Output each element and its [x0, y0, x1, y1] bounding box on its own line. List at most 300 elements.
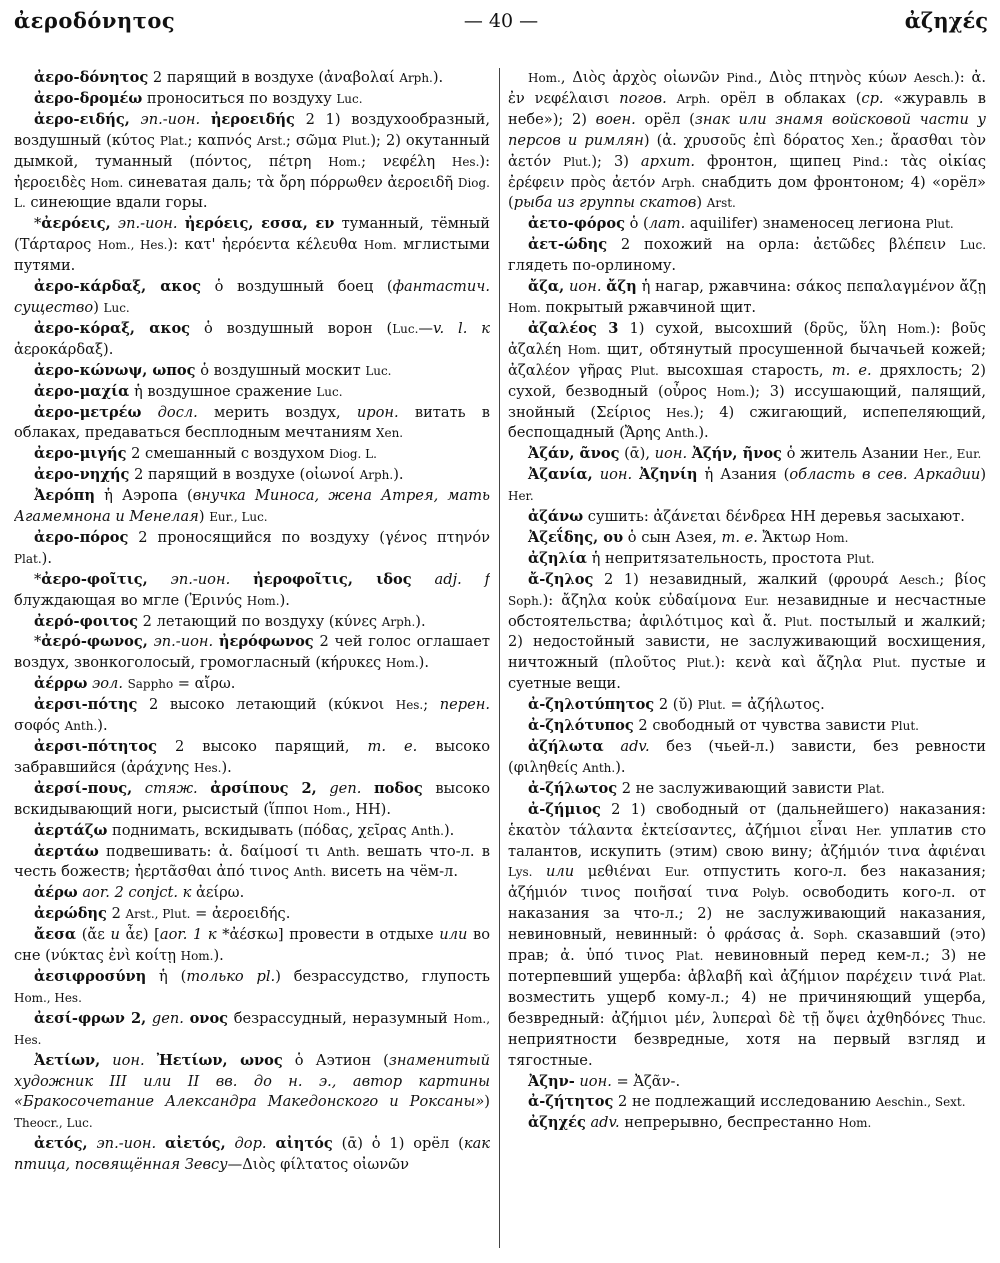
entry-headword: ἀ-ζήμιος	[528, 800, 601, 818]
entry-italic-note: знак или знамя войсковой части у персов и римлян	[508, 110, 986, 149]
entry-source-abbrev: Luc.	[365, 363, 392, 378]
entry-text: 2 высоко парящий,	[156, 738, 368, 755]
entry-text	[141, 404, 157, 421]
entry-text	[467, 320, 481, 337]
entry-text: вешать что-л. в честь божеств; ἠερτᾶσθαι ἀπό τινος	[14, 842, 490, 881]
entry-italic-note: ион.	[654, 445, 688, 463]
entry-italic-note: т. е.	[367, 738, 418, 755]
entry-text: ἡ воздушное сражение	[129, 382, 317, 400]
entry-source-abbrev: Luc.	[392, 321, 419, 336]
entry-text: отпустить кого-л. без наказания; ἀζήμιόν τινος ποιῆσαί τινα	[508, 863, 986, 902]
entry-source-abbrev: Plat.	[159, 133, 188, 148]
entry-text: ).	[432, 69, 444, 86]
entry-italic-note: только pl.	[186, 967, 276, 985]
entry-headword: ἀερτάζω	[34, 821, 108, 839]
entry-text: 2 свободный от чувства зависти	[633, 717, 891, 735]
entry-source-abbrev: Plut.	[686, 656, 715, 671]
entry-text: 2 1) свободный от (дальнейшего) наказания: ἑκατὸν τάλαντα ἐκτείσαντες, ἀζήμιοι εἶναι	[508, 800, 986, 839]
entry-text: щит, обтянутый просушенной бычачьей кожей; ἀζαλέον γῆρας	[508, 340, 986, 379]
entry-text: ἡ Аэропа (	[94, 487, 193, 505]
entry-source-abbrev: Hom.	[328, 154, 362, 169]
entry-headword: Ἠετίων, ωνος	[156, 1051, 283, 1069]
entry-source-abbrev: Hom.	[180, 949, 214, 964]
entry-italic-note: эп.-ион.	[96, 1135, 157, 1153]
entry-source-abbrev: Arph.	[381, 614, 416, 629]
entry-headword: ἄεσα	[34, 926, 77, 944]
entry-text: орёл (	[635, 110, 695, 128]
dictionary-entry	[14, 821, 490, 842]
entry-headword: ἀζηχές	[528, 1114, 586, 1132]
entry-text: фронтон, щипец	[695, 152, 853, 170]
entry-italic-note: gen.	[151, 1009, 184, 1027]
entry-text: невиновный перед кем-л.; 3) не потерпевший ущерба: ἀβλαβῆ καὶ ἀζήμιον παρέχειν τινά	[508, 947, 986, 985]
entry-headword: ἀερο-νηχής	[34, 466, 130, 484]
entry-source-abbrev: Plat.	[14, 551, 42, 566]
entry-source-abbrev: Hom.	[246, 593, 280, 608]
entry-text: ); 3)	[591, 152, 641, 170]
entry-text: непрерывно, беспрестанно	[619, 1114, 839, 1132]
entry-text: ): βοῦς ἀζαλέη	[508, 319, 986, 358]
entry-source-abbrev: Plut.	[846, 551, 875, 566]
entry-source-abbrev: Xen.	[851, 133, 879, 148]
entry-text: высоко забравшийся (ἀράχνης	[14, 738, 490, 776]
entry-italic-note: т. е.	[831, 361, 872, 379]
entry-source-abbrev: Plut.	[925, 217, 954, 232]
entry-source-abbrev: Sappho	[127, 677, 174, 692]
entry-text: ὁ сын Азея,	[623, 528, 722, 546]
entry-text: 2 (ῠ)	[654, 696, 698, 714]
entry-text: ); 3) иссушающий, палящий, знойный (Σείριος	[508, 382, 986, 421]
entry-headword: ἀ-ζηλότυπος	[528, 717, 634, 735]
entry-text: возместить ущерб кому-л.; 4) не причиняющий ущерба, безвредный: ἀζήμιοι μέν, λυπεραὶ δὲ τῇ ὄψει ἀχθηδόνες	[508, 988, 986, 1027]
entry-headword: ἀερο-φοῖτις,	[41, 570, 148, 588]
entry-text	[198, 780, 211, 797]
entry-text: (ᾱ),	[619, 445, 655, 463]
entry-source-abbrev: Hom.	[363, 238, 397, 253]
dictionary-entry	[508, 235, 986, 277]
entry-text: ): κατ' ἠερόεντα κέλευθα	[167, 236, 364, 254]
entry-headword: ἀζάνω	[528, 508, 584, 526]
left-column	[14, 68, 490, 1253]
entry-source-abbrev: Plut.	[872, 656, 901, 671]
entry-text: ὁ воздушный боец (	[200, 278, 393, 296]
entry-headword: ἀερο-δρομέω	[34, 89, 143, 107]
entry-headword: ἀερο-κόραξ, ακος	[34, 319, 191, 337]
entry-text: , Διὸς πτηνὸς κύων	[757, 69, 914, 86]
entry-headword: ἠερόεις, εσσα, εν	[184, 215, 335, 233]
entry-text: ὁ Аэтион (	[282, 1051, 389, 1069]
dictionary-entry	[14, 904, 490, 925]
entry-source-abbrev: Plut.	[697, 698, 726, 713]
entry-text: ὁ (	[624, 215, 649, 233]
entry-source-abbrev: Hom.	[897, 321, 931, 336]
entry-text	[132, 780, 145, 797]
entry-text: сушить: ἀζάνεται δένδρεα HH деревья засыхают.	[583, 508, 965, 526]
entry-text: (ᾱ) ὁ 1) орёл (	[332, 1135, 464, 1153]
entry-source-abbrev: Arph.	[676, 91, 711, 106]
entry-headword: ἀ-ζήτητος	[528, 1093, 614, 1111]
entry-text: )	[93, 298, 104, 316]
entry-italic-note: эп.-ион.	[153, 633, 214, 651]
entry-text: , Διὸς ἀρχὸς οἰωνῶν	[560, 69, 727, 86]
entry-italic-note: aor. 2 conjct. к	[82, 884, 192, 902]
entry-headword: ἀζαλέος 3	[528, 319, 619, 337]
entry-italic-note: или	[439, 926, 468, 944]
entry-italic-note: adv.	[590, 1114, 620, 1132]
dictionary-entry	[508, 779, 986, 800]
entry-source-abbrev: Hom.	[528, 71, 561, 85]
entry-italic-note: знаменитый художник III или II вв. до н. э., автор картины «Бракосочетание Александра Македонского и Роксаны»	[14, 1051, 490, 1111]
entry-headword: ἀερτάω	[34, 842, 99, 860]
entry-text: синеватая даль; τὰ ὄρη πόρρωθεν ἀεροειδῆ	[123, 173, 458, 191]
entry-text: 2 смешанный с воздухом	[126, 445, 330, 463]
entry-italic-note: эол.	[92, 675, 123, 693]
entry-italic-note: дор.	[234, 1135, 267, 1153]
entry-italic-note: ион.	[579, 1072, 612, 1090]
entry-italic-note: или	[546, 863, 575, 881]
right-column	[508, 68, 986, 1253]
entry-headword: ονος	[189, 1009, 229, 1027]
entry-source-abbrev: Plat.	[675, 949, 704, 964]
entry-headword: αἰητός	[275, 1135, 333, 1153]
entry-source-abbrev: Xen.	[375, 426, 404, 441]
entry-text: 2 чей голос оглашает воздух, звонкоголосый, громогласный (κήρυκες	[14, 633, 490, 672]
entry-text: σοφός	[14, 717, 65, 735]
entry-text: ).	[418, 654, 429, 672]
dictionary-entry	[14, 779, 490, 821]
dictionary-entry	[14, 1051, 490, 1135]
dictionary-entry	[14, 403, 490, 445]
entry-source-abbrev: Hes.	[666, 405, 694, 420]
entry-source-abbrev: Arph.	[359, 468, 394, 483]
dictionary-entry	[508, 444, 986, 465]
entry-text	[593, 466, 600, 483]
entry-source-abbrev: Eur.	[744, 593, 770, 608]
dictionary-entry	[14, 1009, 490, 1051]
dictionary-entry	[508, 570, 986, 695]
entry-headword: ἀερο-δόνητος	[34, 69, 149, 86]
entry-text: ).	[415, 612, 426, 630]
entry-headword: ἀετ-ώδης	[528, 236, 608, 254]
entry-text: безрассудный, неразумный	[228, 1009, 454, 1027]
entry-source-abbrev: Pind.	[852, 154, 884, 169]
entry-text: ὁ воздушный москит	[195, 361, 366, 379]
entry-text: сказавший (это) прав; ἀ. ὑπό τινος	[508, 926, 986, 965]
entry-source-abbrev: Her.	[508, 489, 534, 504]
entry-italic-note: ион.	[599, 466, 633, 484]
entry-headword: ἀερσι-πότητος	[34, 738, 157, 755]
dictionary-entry	[14, 444, 490, 465]
entry-text: дряхлость; 2) сухой, безводный (οὖρος	[508, 361, 986, 400]
entry-text	[317, 780, 330, 797]
entry-text: ).	[213, 947, 224, 965]
dictionary-entry	[14, 737, 490, 779]
entry-source-abbrev: Anth.	[293, 865, 327, 880]
entry-source-abbrev: Luc.	[316, 384, 343, 399]
entry-text: ; ἄρασθαι τὸν ἀετόν	[508, 131, 986, 170]
entry-source-abbrev: Arst., Plut.	[125, 907, 191, 922]
entry-text: = αἴρω.	[173, 675, 236, 693]
entry-text: ).	[97, 717, 108, 735]
entry-italic-note: v. l.	[432, 319, 468, 337]
entry-italic-note: перен.	[439, 696, 490, 714]
entry-italic-note: архит.	[640, 152, 696, 170]
entry-text: во сне (νύκτας ἐνὶ κοίτῃ	[14, 926, 490, 965]
entry-text: )	[198, 508, 210, 526]
entry-source-abbrev: Eur.	[664, 865, 690, 880]
entry-source-abbrev: Aesch.	[899, 572, 940, 587]
entry-text: снабдить дом фронтоном; 4) «орёл» (	[508, 173, 986, 212]
entry-source-abbrev: Plat.	[857, 781, 885, 796]
entry-text: aquilifer) знаменосец легиона	[685, 215, 926, 233]
entry-text	[178, 215, 185, 232]
entry-source-abbrev: Pind.	[726, 71, 758, 85]
dictionary-entry	[508, 1072, 986, 1093]
dictionary-entry	[14, 277, 490, 319]
page-number: — 40 —	[463, 10, 539, 32]
entry-text: , HH).	[345, 800, 392, 818]
dictionary-entry	[508, 1092, 986, 1113]
entry-source-abbrev: Plut.	[890, 719, 919, 734]
entry-text: )	[484, 1093, 490, 1111]
entry-text: ).	[443, 821, 455, 839]
entry-source-abbrev: Luc.	[959, 238, 986, 253]
dictionary-entry	[508, 507, 986, 528]
entry-text	[100, 1052, 112, 1069]
entry-headword: ἀερο-ειδής,	[34, 110, 130, 128]
entry-source-abbrev: Hom., Hes.	[14, 990, 82, 1005]
entry-italic-note: ср.	[861, 89, 884, 107]
entry-headword: ἀερό-φοιτος	[34, 612, 139, 630]
entry-text: ): ἠεροειδὲς	[14, 152, 490, 191]
entry-text: ὁ воздушный ворон (	[190, 319, 393, 337]
page-header	[14, 8, 988, 48]
dictionary-entry	[508, 214, 986, 235]
entry-headword: Ἀζήν, ῆνος	[691, 445, 782, 463]
entry-text: туманный, тёмный (Τάρταρος	[14, 215, 490, 254]
dictionary-entry	[14, 319, 490, 361]
entry-source-abbrev: Anth.	[411, 823, 444, 838]
entry-text: ἡ непритязательность, простота	[587, 549, 847, 567]
entry-source-abbrev: Hom., Hes.	[97, 238, 168, 253]
entry-italic-note: лат.	[648, 215, 686, 233]
entry-text: )	[980, 466, 986, 484]
entry-text: ): ἀ. ἐν νεφέλαισι	[508, 69, 986, 107]
entry-text: )	[696, 194, 707, 212]
entry-source-abbrev: Diog. L.	[329, 447, 377, 462]
entry-source-abbrev: Plut.	[784, 614, 813, 629]
entry-text: ; σῶμα	[286, 131, 343, 149]
entry-text: 2 проносящийся по воздуху (γένος πτηνόν	[128, 528, 490, 546]
entry-text: *	[34, 633, 42, 651]
entry-headword: ἀ-ζηλοτύπητος	[528, 696, 655, 714]
entry-text: 2 парящий в воздухе (οἰωνοί	[129, 466, 360, 484]
entry-source-abbrev: Hom.	[90, 175, 124, 190]
entry-source-abbrev: Theocr., Luc.	[14, 1116, 93, 1131]
entry-text: —Διὸς φίλτατος οἰωνῶν	[227, 1156, 409, 1174]
entry-italic-note: и	[110, 926, 120, 944]
entry-text: «журавль в небе»); 2)	[508, 89, 986, 128]
entry-text: глядеть по-орлиному.	[508, 257, 677, 275]
entry-source-abbrev: Polyb.	[752, 886, 789, 901]
entry-headword: ἀέρω	[34, 884, 78, 902]
entry-text: неприятности безвредные, хотя на первый взгляд и тягостные.	[508, 1030, 986, 1069]
entry-headword: ἀερο-μετρέω	[34, 403, 142, 421]
entry-text: высоко вскидывающий ноги, рысистый (ἵπποι	[14, 779, 490, 818]
entry-headword: ἀερώδης	[34, 905, 107, 923]
entry-headword: ἀερό-φωνος,	[41, 633, 148, 651]
entry-source-abbrev: Arph.	[661, 175, 696, 190]
entry-text: пустые и суетные вещи.	[508, 654, 986, 693]
entry-text: —	[418, 319, 433, 337]
entry-headword: ἄζα,	[528, 278, 565, 296]
entry-headword: ἀετός,	[34, 1135, 88, 1153]
entry-headword: ἀζήλωτα	[528, 738, 604, 755]
dictionary-entry	[14, 68, 490, 89]
entry-headword: ἀερο-μαχία	[34, 382, 130, 400]
entry-text	[156, 1135, 165, 1152]
entry-text: ).	[221, 758, 232, 776]
entry-text	[148, 571, 171, 588]
left-running-headword: ἀεροδόνητος	[14, 8, 176, 33]
entry-text: витать в облаках, предаваться бесплодным мечтаниям	[14, 403, 490, 442]
entry-text	[88, 1135, 97, 1152]
entry-italic-note: ион.	[112, 1051, 145, 1069]
dictionary-entry	[14, 842, 490, 884]
entry-headword: αἰετός,	[164, 1135, 226, 1153]
entry-source-abbrev: Hom.	[567, 342, 601, 357]
entry-text: 2 высоко летающий (κύκνοι	[137, 696, 396, 714]
dictionary-entry	[14, 1134, 490, 1176]
entry-text: ).	[698, 424, 709, 442]
entry-headword: Ἀζεΐδης, ου	[528, 528, 624, 546]
dictionary-entry	[14, 695, 490, 737]
entry-text: ).	[279, 591, 290, 609]
entry-text: синеющие вдали горы.	[25, 194, 208, 212]
entry-italic-note: эп.-ион.	[170, 570, 231, 588]
entry-italic-note: т. е.	[721, 528, 758, 546]
entry-text: уплатив сто талантов, искупить (этим) свою вину; ἀζήμιόν τινα ἀφιέναι	[508, 821, 986, 860]
entry-text: проноситься по воздуху	[142, 89, 337, 107]
entry-text: 2 похожий на орла: ἀετῶδες βλέπειν	[607, 236, 960, 254]
entry-source-abbrev: Hom., Hes.	[14, 1011, 490, 1047]
entry-text: ) безрассудство, глупость	[275, 967, 490, 985]
entry-headword: ἄ-ζηλος	[528, 570, 594, 588]
entry-text: *	[34, 215, 42, 233]
entry-source-abbrev: Hom.	[508, 300, 541, 315]
entry-headword: ἀερόεις,	[41, 215, 111, 233]
entry-headword: ποδος	[373, 779, 423, 797]
entry-text: ) (ἀ. χρυσοῦς ἐπὶ δόρατος	[643, 131, 852, 149]
entry-text: = Ἀζᾶν-.	[611, 1072, 681, 1090]
entry-italic-note: эп.-ион.	[140, 110, 201, 128]
entry-headword: ἀεσιφροσύνη	[34, 967, 147, 985]
entry-source-abbrev: Aeschin., Sext.	[875, 1095, 966, 1110]
entry-italic-note: как птица, посвящённая Зевсу	[14, 1135, 490, 1174]
dictionary-entry	[508, 737, 986, 779]
entry-source-abbrev: Anth.	[582, 760, 616, 775]
entry-source-abbrev: Anth.	[64, 719, 98, 734]
entry-text: ἡ нагар, ржавчина: σάκος πεπαλαγμένον ἄζῃ	[636, 278, 986, 296]
entry-text	[230, 571, 253, 588]
dictionary-entry	[14, 110, 490, 215]
entry-text: = ἀεροειδής.	[190, 905, 291, 923]
entry-headword: ἀερο-πόρος	[34, 528, 129, 546]
dictionary-entry	[14, 925, 490, 967]
entry-headword: ἀερσί-πους,	[34, 779, 133, 797]
entry-text: = ἀζήλωτος.	[725, 696, 825, 714]
entry-text: ;	[423, 696, 440, 714]
entry-text: *	[34, 570, 42, 588]
entry-italic-note: adj. f	[434, 570, 490, 588]
entry-text: покрытый ржавчиной щит.	[540, 298, 757, 316]
dictionary-entry	[14, 486, 490, 528]
entry-text: ); 4) сжигающий, испепеляющий, беспощадный (Ἄρης	[508, 403, 986, 442]
entry-source-abbrev: Soph.	[508, 593, 543, 608]
entry-source-abbrev: Her., Eur.	[923, 447, 982, 462]
entry-text	[667, 90, 677, 107]
entry-source-abbrev: Luc.	[336, 91, 363, 106]
entry-text: ).	[41, 549, 52, 567]
entry-text: 1) сухой, высохший (δρῦς, ὕλη	[618, 319, 898, 337]
entry-text: незавидные и несчастные обстоятельства; ἀφιλότιμος καὶ ἄ.	[508, 591, 986, 630]
entry-headword: ἀέρρω	[34, 675, 88, 693]
entry-italic-note: внучка Миноса, жена Атрея, мать Агамемнона и Менелая	[14, 487, 490, 526]
entry-italic-note: досл.	[157, 403, 198, 421]
entry-italic-note: ион.	[569, 278, 602, 296]
entry-source-abbrev: Anth.	[326, 844, 360, 859]
entry-text: ); 2) окутанный дымкой, туманный (πόντος, πέτρη	[14, 131, 490, 170]
entry-text: : τὰς οἰκίας ἐρέφειν πρὸς ἀετόν	[508, 152, 986, 191]
entry-text: освободить кого-л. от наказания за что-л.; 2) не заслуживающий наказания, невиновный, невинный: ὁ φράσας ἀ.	[508, 884, 986, 944]
entry-text: ἀεροκάρδαξ).	[14, 340, 114, 358]
entry-source-abbrev: Thuc.	[952, 1011, 986, 1026]
entry-text: постылый и жалкий; 2) недостойный зависти, не заслуживающий восхищения, ничтожный (πλοῦτος	[508, 612, 986, 672]
dictionary-entry	[14, 465, 490, 486]
entry-source-abbrev: Hom.	[385, 656, 419, 671]
entry-text: высохшая старость,	[658, 361, 832, 379]
dictionary-entry	[14, 632, 490, 674]
entry-italic-note: gen.	[329, 779, 362, 797]
entry-headword: ἀερο-κώνωψ, ωπος	[34, 361, 196, 379]
entry-text	[145, 1052, 157, 1069]
entry-source-abbrev: Hom.	[815, 530, 849, 545]
entry-text: 2 не подлежащий исследованию	[613, 1093, 876, 1111]
dictionary-entry	[508, 319, 986, 444]
entry-text: 2 летающий по воздуху (κύνες	[138, 612, 382, 630]
dictionary-entry	[508, 695, 986, 716]
entry-text: *ἀέσκω] провести в отдыхе	[216, 926, 440, 944]
entry-text	[226, 1135, 235, 1152]
entry-text: 2 парящий в воздухе (ἀναβολαί	[148, 69, 400, 86]
entry-headword: Ἀετίων,	[34, 1051, 101, 1069]
entry-source-abbrev: Hes.	[194, 760, 222, 775]
entry-italic-note: aor. 1 к	[159, 926, 217, 944]
entry-text: орёл в облаках (	[710, 89, 862, 107]
entry-text: Ἄκτωρ	[757, 528, 816, 546]
entry-italic-note: фантастич. существо	[14, 278, 490, 316]
column-divider	[499, 68, 500, 1248]
dictionary-entry	[14, 674, 490, 695]
dictionary-entry	[14, 612, 490, 633]
entry-headword: ἀερσι-πότης	[34, 696, 138, 714]
entry-text: 2 1) воздухообразный, воздушный (κύτος	[14, 110, 490, 149]
dictionary-entry	[508, 549, 986, 570]
entry-italic-note: область в сев. Аркадии	[789, 466, 981, 484]
entry-text: подвешивать: ἀ. δαίμοσί τι	[98, 842, 327, 860]
dictionary-entry	[14, 382, 490, 403]
entry-text: ): ἄζηλα κοὐκ εὐδαίμονα	[542, 591, 745, 609]
